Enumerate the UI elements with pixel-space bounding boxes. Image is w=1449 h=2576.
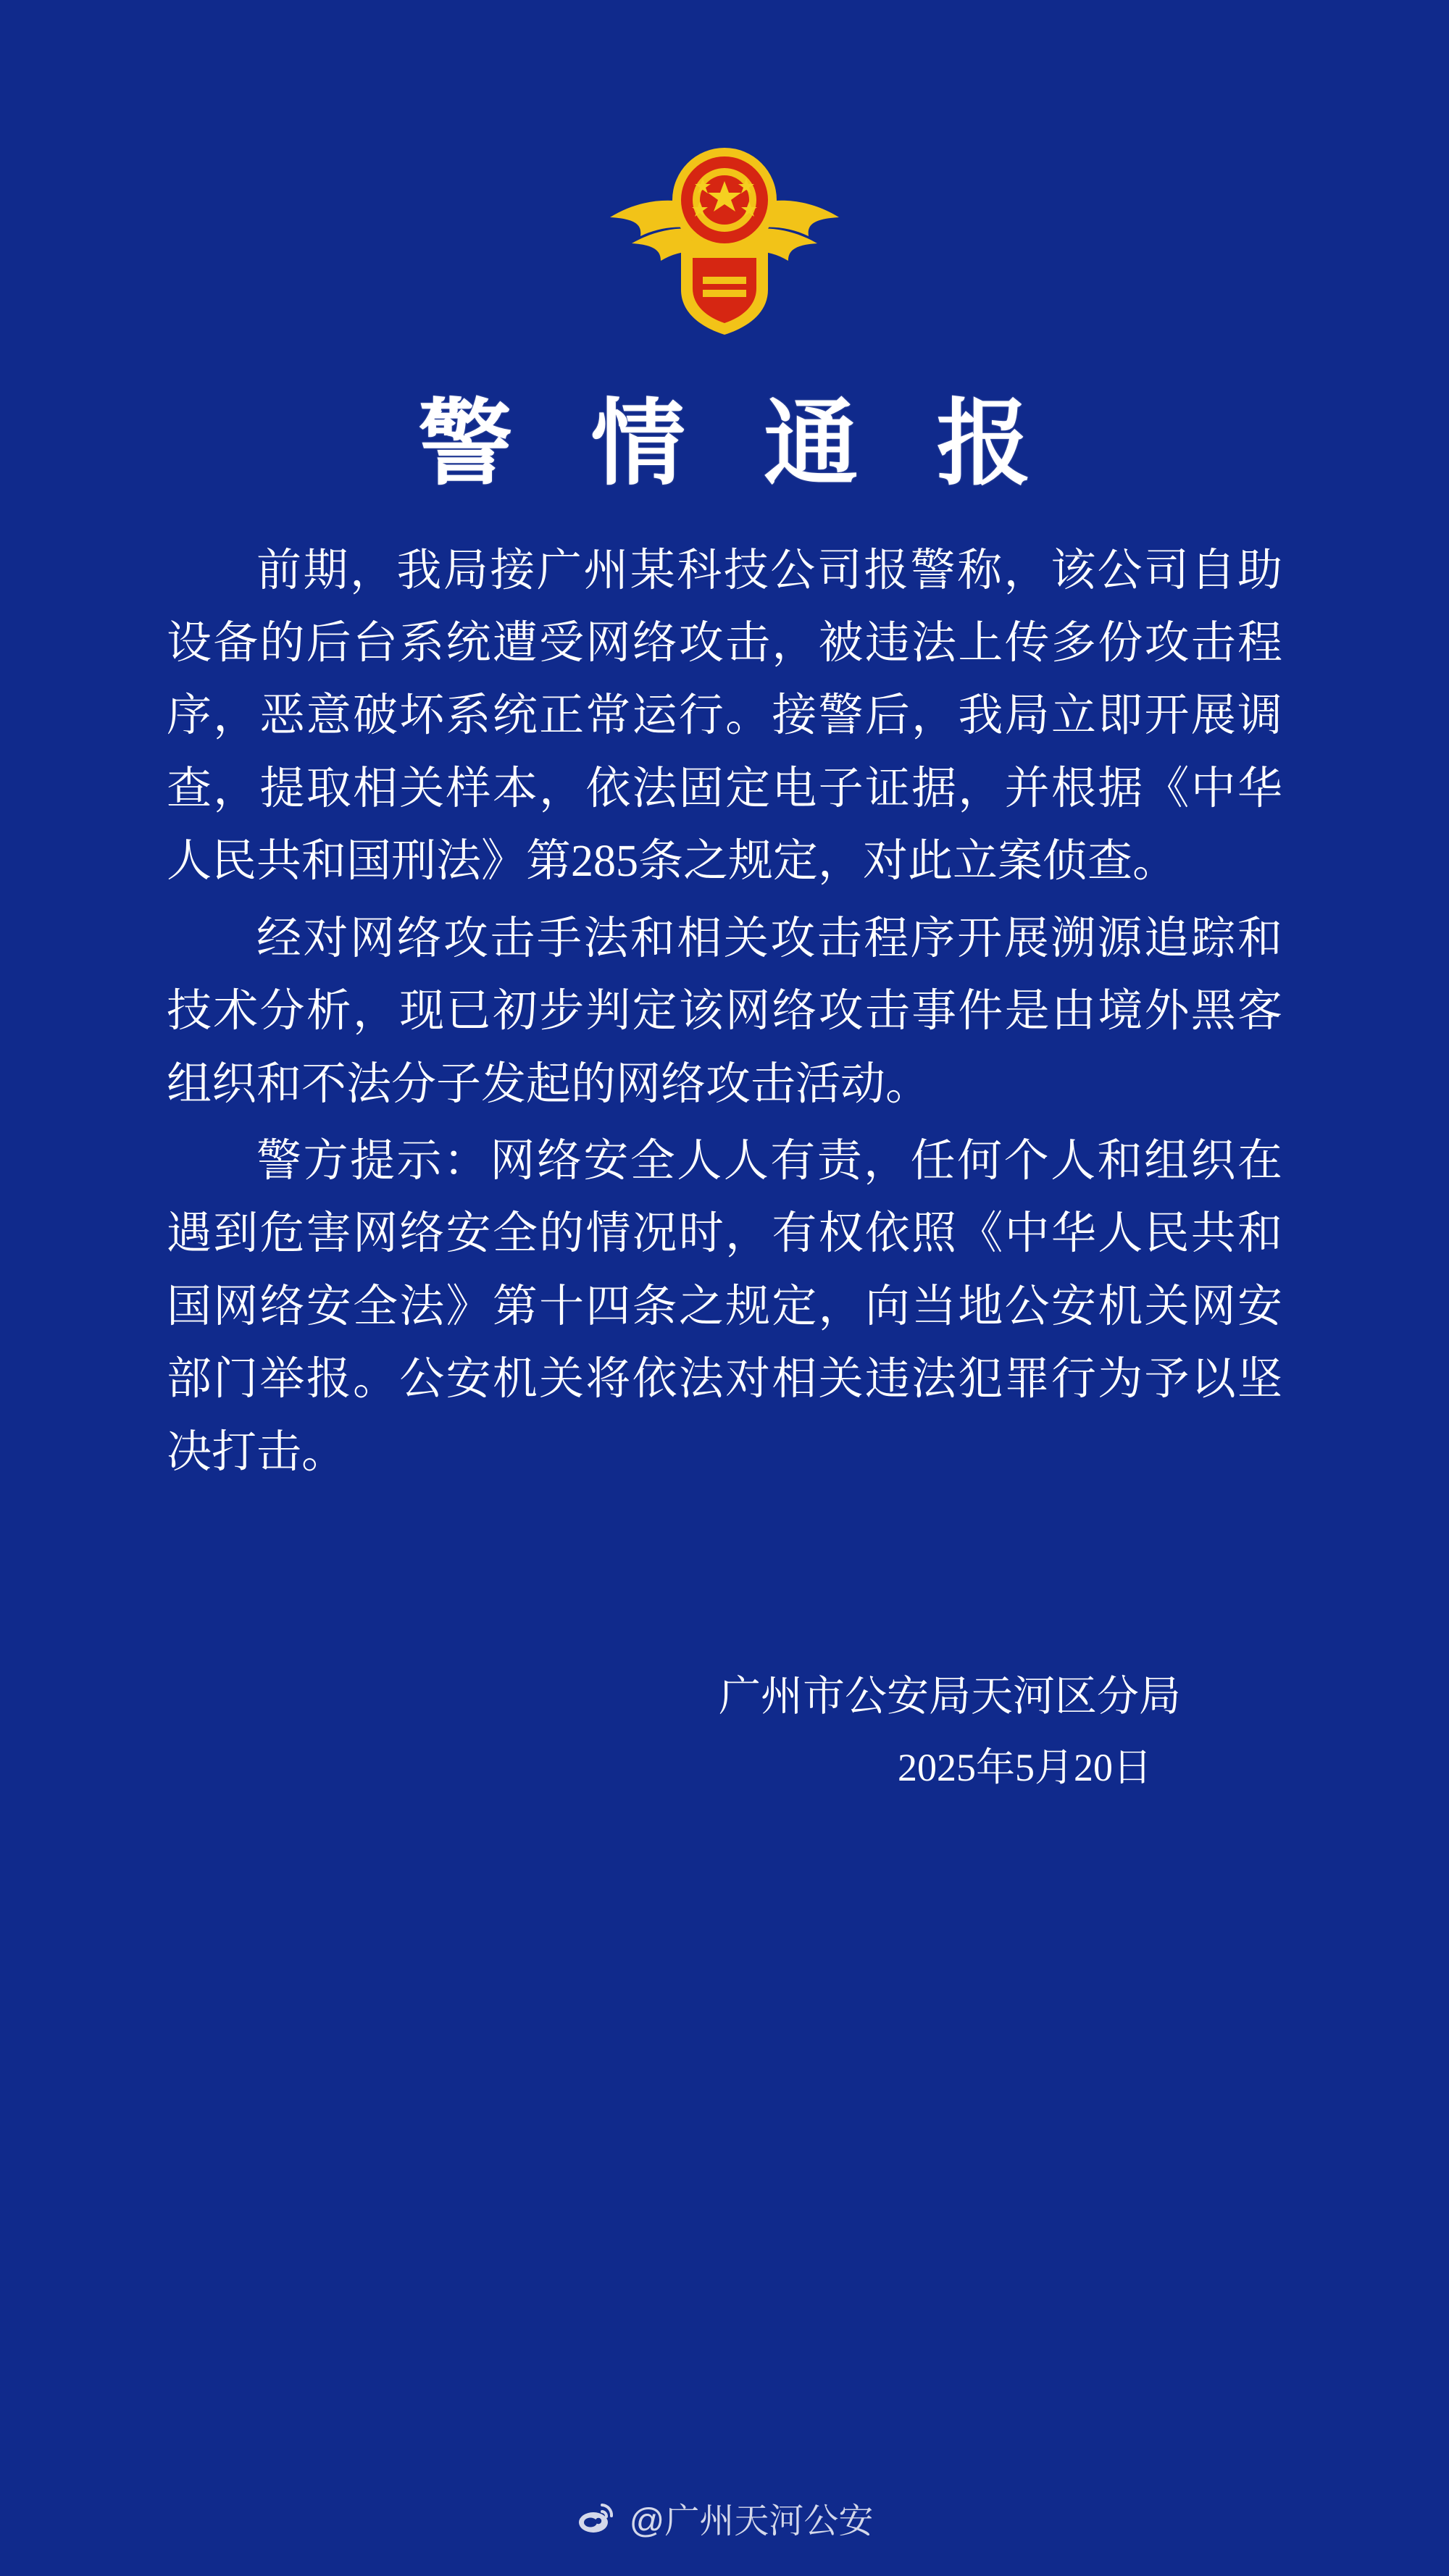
notice-paragraph-2: 经对网络攻击手法和相关攻击程序开展溯源追踪和技术分析，现已初步判定该网络攻击事件是由境外黑客组织和不法分子发起的网络攻击活动。 xyxy=(167,913,1282,1109)
notice-paragraph-3: 警方提示：网络安全人人有责，任何个人和组织在遇到危害网络安全的情况时，有权依照《中华人民共和国网络安全法》第十四条之规定，向当地公安机关网安部门举报。公安机关将依法对相关违法犯罪行为予以坚决打击。 xyxy=(167,1137,1282,1477)
notice-paragraph-1: 前期，我局接广州某科技公司报警称，该公司自助设备的后台系统遭受网络攻击，被违法上传多份攻击程序，恶意破坏系统正常运行。接警后，我局立即开展调查，提取相关样本，依法固定电子证据，并根据《中华人民共和国刑法》第285条之规定，对此立案侦查。 xyxy=(167,545,1282,887)
issuing-authority: 广州市公安局天河区分局 xyxy=(718,1673,1181,1720)
signature-block xyxy=(167,1660,1282,1802)
notice-body xyxy=(167,535,1282,1494)
footer-watermark xyxy=(0,2493,1449,2543)
weibo-account-label: @广州天河公安 xyxy=(629,2502,874,2541)
page-title: 警 情 通 报 xyxy=(418,393,1058,497)
china-police-badge-icon xyxy=(594,109,855,348)
issue-date: 2025年5月20日 xyxy=(898,1745,1152,1789)
weibo-icon xyxy=(576,2498,617,2538)
